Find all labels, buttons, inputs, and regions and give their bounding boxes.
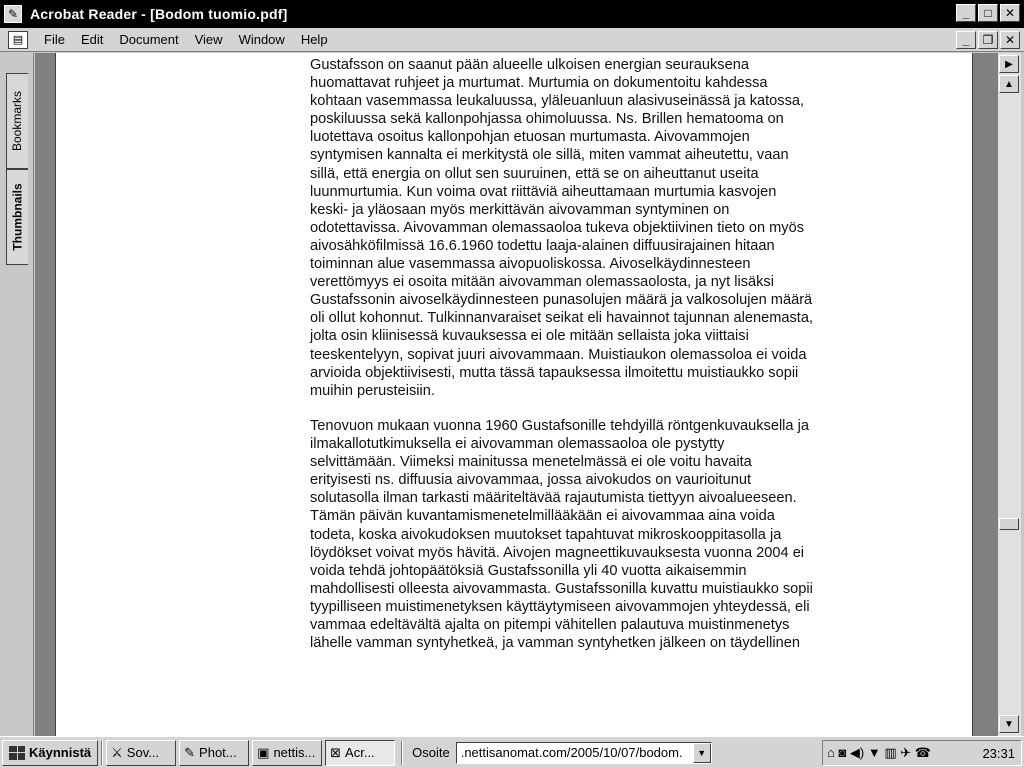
text-line: odotettavissa. Aivovamman olemassaoloa tukeva objektiivinen tieto on myös [310,219,805,236]
text-line: Gustafsson on saanut pään alueelle ulkoisen energian seurauksena [310,57,749,73]
document-icon[interactable]: ▤ [8,31,28,49]
text-line: poskiluussa sekä kallonpohjassa ohimoluussa. Ns. Brillen hematooma on [310,111,784,128]
start-button[interactable] [2,740,98,766]
text-line: tyypilliseen muistimenetyksen käyttäytymiseen aivovammojen yhteydessä, eli [310,598,810,615]
menu-document[interactable]: Document [119,32,179,47]
task-sov-icon: ⚔ [111,744,123,760]
text-line: vammaa edeltävältä ajalta on pitempi vähitellen palautuva muistinmenetys [310,617,790,634]
text-line: sillä, että energia on ollut sen suuruinen, että se on aiheuttanut useita [310,165,759,182]
doc-restore-button[interactable]: ❐ [978,31,998,49]
menu-file[interactable]: File [44,32,65,47]
paragraph-1 [310,56,870,400]
task-phot-icon: ✎ [184,744,196,760]
next-page-arrow-icon[interactable]: ▶ [999,55,1019,73]
text-line: Gustafssonin aivoselkäydinnesteen punasolujen määrä ja valkosolujen määrä [310,292,813,309]
start-label: Käynnistä [29,745,92,760]
pdf-page [55,53,973,736]
text-line: Tenovuon mukaan vuonna 1960 Gustafsonille tehdyillä röntgenkuvauksella ja [310,418,809,434]
close-button[interactable]: ✕ [1000,4,1020,22]
title-bar [0,0,1024,28]
text-line: oli ollut kohonnut. Tulkinnanvaraiset seikat eli havainnot tajunnan alenemasta, [310,310,813,327]
task-nettis-label: nettis... [273,745,316,760]
taskbar [0,736,1024,768]
scroll-thumb[interactable] [999,518,1019,530]
clock[interactable]: 23:31 [982,745,1015,761]
text-line: luunmurtumia. Kun voima ovat riittäviä aiheuttamaan murtumia kasvojen [310,183,777,200]
menu-help[interactable]: Help [300,32,328,47]
menu-bar [0,28,1024,52]
scroll-up-button[interactable]: ▲ [999,75,1019,93]
task-sov[interactable] [106,740,176,766]
minimize-button[interactable]: _ [956,4,976,22]
menu-view[interactable]: View [194,32,223,47]
doc-close-button[interactable]: ✕ [1000,31,1020,49]
text-line: teeskentelyyn, sopivat juuri aivovammaan. Muistiaukon olemassoloa ei voida [310,346,807,363]
menu-edit[interactable]: Edit [80,32,104,47]
navigation-pane [0,53,34,736]
text-line: löydökset voivat myös hävitä. Aivojen magneettikuvauksesta vuonna 2004 ei [310,544,805,561]
tab-bookmarks-label: Bookmarks [10,90,25,152]
address-input[interactable] [456,742,712,764]
document-view[interactable] [35,53,997,736]
address-value: .nettisanomat.com/2005/10/07/bodom. [460,745,683,760]
scroll-down-button[interactable]: ▼ [999,715,1019,733]
text-line: keski- ja yläosaan myös merkittävän aivovamman syntyminen on [310,201,730,218]
address-dropdown-icon[interactable]: ▼ [693,743,711,763]
tab-bookmarks[interactable] [6,73,28,169]
text-line: arvioida objektiivisesti, mutta tässä tapauksessa ilmoitettu muistiaukko sopii [310,364,799,381]
menu-window[interactable]: Window [238,32,285,47]
text-line: huomattavat ruhjeet ja murtumat. Murtumia on dokumentoitu kahdessa [310,75,768,92]
task-sov-label: Sov... [126,745,160,760]
task-phot-label: Phot... [199,745,237,760]
text-line: aivosähköfilmissä 16.6.1960 todettu laaja-alainen diffuusirajainen hitaan [310,237,775,254]
address-label: Osoite [412,745,450,760]
text-line: toiminnan alue vasemmassa aivopuoliskossa. Aivoselkäydinnesteen [310,256,751,273]
text-line: jolta osin kliinisessä kuvauksessa ei ole mitään sellaista joka viittaisi [310,328,749,345]
vertical-scrollbar[interactable] [997,53,1021,736]
maximize-button[interactable]: □ [978,4,998,22]
system-tray [822,740,1022,766]
tray-icons[interactable]: ⌂ ◙ ◀) ▼ ▥ ✈ ☎ [827,745,931,760]
text-line: voida tehdä johtopäätöksiä Gustafssonilla yli 40 vuotta aikaisemmin [310,562,747,579]
text-line: syntymisen kannalta ei merkitystä ole sillä, miten vammat aiheutettu, vaan [310,147,789,164]
acrobat-app-icon[interactable]: ✎ [4,5,22,23]
task-phot[interactable] [179,740,249,766]
doc-minimize-button[interactable]: _ [956,31,976,49]
text-line: todeta, koska aivokudoksen muutokset tapahtuvat mikroskooppitasolla ja [310,526,782,543]
taskbar-separator-2 [401,741,403,765]
text-line: selvittämään. Viimeksi mainitussa menetelmässä ei ole voitu havaita [310,454,752,471]
task-acrobat-label: Acr... [345,745,375,760]
text-line: luotettava osoitus kallonpohjan etuosan murtumasta. Aivovammojen [310,129,750,146]
text-line: lähelle vamman syntyhetkeä, ja vamman syntyhetken jälkeen on täydellinen [310,635,800,652]
text-line: ilmakallotutkimuksella ei aivovamman olemassaoloa ole pystytty [310,436,725,453]
task-nettis-icon: ▣ [257,744,270,760]
paragraph-2 [310,417,870,652]
tab-thumbnails-label: Thumbnails [10,183,25,251]
text-line: muihin perusteisiin. [310,382,435,399]
task-nettis[interactable] [252,740,322,766]
text-line: erityisesti ns. diffuusia aivovammaa, jossa aivokudos on vaurioitunut [310,472,752,489]
text-line: verettömyys ei osoita mitään aivovamman olemassaolosta, ja nyt lisäksi [310,274,774,291]
text-line: mahdollisesti olleesta aivovammasta. Gustafssonilla kuvattu muistiaukko sopii [310,580,813,597]
task-acrobat-icon: ⊠ [330,744,342,760]
task-acrobat[interactable] [325,740,395,766]
tab-thumbnails[interactable] [6,169,28,265]
window-title: Acrobat Reader - [Bodom tuomio.pdf] [30,6,288,22]
text-line: solutasolla ilman tarkasti määriteltävää rajautumista tiettyyn aivoalueeseen. [310,490,797,507]
windows-logo-icon [9,746,25,760]
text-line: Tämän päivän kuvantamismenetelmillääkään ei aivovammaa aina voida [310,508,775,525]
taskbar-separator [101,741,103,765]
text-line: kohtaan vasemmassa leukaluussa, yläleuanluun alasivuseinässä ja katossa, [310,93,805,110]
